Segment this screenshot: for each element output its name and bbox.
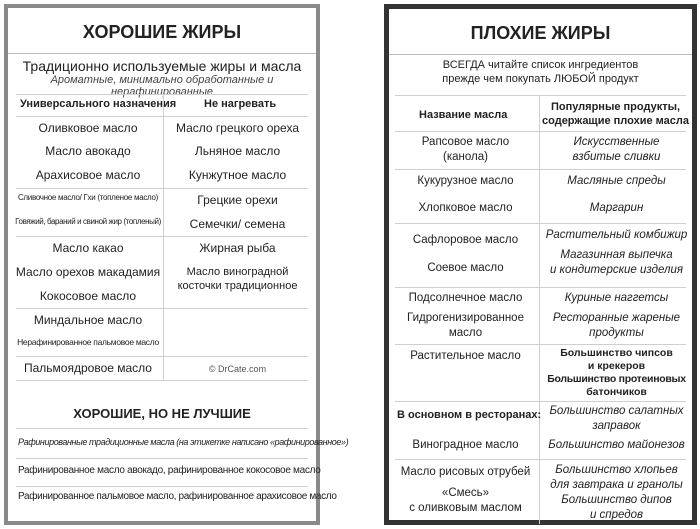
divider xyxy=(395,131,686,132)
good-col2-header: Не нагревать xyxy=(204,98,277,110)
divider xyxy=(16,428,308,429)
divider xyxy=(16,380,308,381)
bad-oil-item: Сафлоровое масло xyxy=(412,234,519,246)
ok-fats-title: ХОРОШИЕ, НО НЕ ЛУЧШИЕ xyxy=(73,406,251,421)
bad-product-item: Куриные наггетсы xyxy=(564,292,669,304)
restaurants-label: В основном в ресторанах: xyxy=(397,409,542,421)
divider xyxy=(16,458,308,459)
bad-product-item: Большинство салатных xyxy=(549,405,684,417)
good-oil-item: Масло какао xyxy=(52,241,124,255)
good-oil-item: Масло авокадо xyxy=(45,144,131,158)
divider xyxy=(16,308,308,309)
bad-note-1: ВСЕГДА читайте список ингредиентов xyxy=(442,59,639,71)
divider xyxy=(8,53,316,54)
bad-oil-item: «Смесь» xyxy=(441,487,490,499)
good-subtitle-2: Ароматные, минимально обработанные и нерафинированные xyxy=(50,74,274,98)
bad-product-item: Большинство майонезов xyxy=(548,439,685,451)
divider xyxy=(395,287,686,288)
divider xyxy=(395,344,686,345)
good-no-heat-item: Масло грецкого ореха xyxy=(175,121,300,135)
good-no-heat-item: Льняное масло xyxy=(194,144,281,158)
good-no-heat-item: Грецкие орехи xyxy=(197,193,278,207)
bad-oil-item: масло xyxy=(448,327,483,339)
good-oil-item: Оливковое масло xyxy=(38,121,138,135)
bad-product-item: Большинство дипов xyxy=(561,494,672,506)
bad-product-item: взбитые сливки xyxy=(572,151,661,163)
bad-product-item: продукты xyxy=(589,327,644,339)
divider xyxy=(389,54,692,55)
good-oil-item: Масло орехов макадамия xyxy=(15,265,161,279)
bad-col1-header: Название масла xyxy=(419,109,508,121)
good-no-heat-item: косточки традиционное xyxy=(177,280,298,292)
divider xyxy=(395,459,686,460)
good-title: ХОРОШИЕ ЖИРЫ xyxy=(82,22,242,42)
bad-product-item: батончиков xyxy=(586,386,647,398)
ok-fats-item: Рафинированные традиционные масла (на этикетке написано «рафинированное») xyxy=(18,437,349,447)
divider xyxy=(16,94,308,95)
divider xyxy=(395,169,686,170)
bad-col2-header: Популярные продукты, xyxy=(550,101,681,113)
bad-oil-item: Рапсовое масло xyxy=(421,136,510,148)
bad-oil-item: с оливковым маслом xyxy=(409,502,522,514)
bad-note-2: прежде чем покупать ЛЮБОЙ продукт xyxy=(442,73,639,85)
good-no-heat-item: Кунжутное масло xyxy=(188,168,287,182)
bad-col2-header: содержащие плохие масла xyxy=(542,115,689,127)
bad-product-item: Маргарин xyxy=(589,202,644,214)
good-oil-item: Арахисовое масло xyxy=(35,168,141,182)
bad-oil-item: Растительное масло xyxy=(410,350,521,362)
bad-oil-item: Хлопковое масло xyxy=(418,202,513,214)
divider xyxy=(16,486,308,487)
bad-product-item: и спредов xyxy=(589,509,644,521)
bad-product-item: и кондитерские изделия xyxy=(549,264,684,276)
good-no-heat-item: Масло виноградной xyxy=(186,266,289,278)
bad-product-item: Большинство хлопьев xyxy=(555,464,678,476)
good-oil-item: Сливочное масло/ Гхи (топленое масло) xyxy=(17,193,159,202)
column-divider xyxy=(163,94,164,380)
bad-product-item: Искусственные xyxy=(573,136,660,148)
bad-product-item: Масляные спреды xyxy=(567,175,666,187)
bad-title: ПЛОХИЕ ЖИРЫ xyxy=(470,23,611,43)
good-no-heat-item: Семечки/ семена xyxy=(189,217,286,231)
bad-fats-panel xyxy=(384,4,697,525)
good-oil-item: Миндальное масло xyxy=(33,313,143,327)
bad-oil-item: Гидрогенизированное xyxy=(407,312,524,324)
bad-product-item: Ресторанные жареные xyxy=(552,312,681,324)
good-no-heat-item: Жирная рыба xyxy=(199,241,276,255)
good-oil-item: Пальмоядровое масло xyxy=(24,361,152,375)
good-col1-header: Универсального назначения xyxy=(20,98,177,110)
bad-product-item: Большинство протеиновых xyxy=(547,373,686,385)
good-fats-panel xyxy=(4,4,349,525)
bad-oil-item: (канола) xyxy=(443,151,488,163)
bad-product-item: Большинство чипсов xyxy=(560,347,673,359)
divider xyxy=(395,401,686,402)
divider xyxy=(395,223,686,224)
bad-product-item: заправок xyxy=(592,420,641,432)
divider xyxy=(16,188,308,189)
bad-oil-item: Кукурузное масло xyxy=(417,175,514,187)
bad-product-item: Магазинная выпечка xyxy=(560,249,673,261)
bad-product-item: и крекеров xyxy=(587,360,646,372)
ok-fats-item: Рафинированное масло авокадо, рафинированное кокосовое масло xyxy=(18,465,321,476)
credit: © DrCate.com xyxy=(208,364,267,374)
bad-product-item: для завтрака и гранолы xyxy=(550,479,683,491)
divider xyxy=(16,356,308,357)
divider xyxy=(16,236,308,237)
good-oil-item: Говяжий, бараний и свиной жир (топленый) xyxy=(15,217,161,226)
good-subtitle: Традиционно используемые жиры и масла xyxy=(22,58,302,74)
divider xyxy=(395,95,686,96)
divider xyxy=(16,116,308,117)
bad-oil-item: Виноградное масло xyxy=(412,439,519,451)
good-oil-item: Нерафинированное пальмовое масло xyxy=(17,337,159,347)
bad-oil-item: Соевое масло xyxy=(427,262,504,274)
bad-oil-item: Подсолнечное масло xyxy=(408,292,523,304)
ok-fats-item: Рафинированное пальмовое масло, рафинированное арахисовое масло xyxy=(18,491,337,502)
bad-product-item: Растительный комбижир xyxy=(545,229,688,241)
good-oil-item: Кокосовое масло xyxy=(39,289,137,303)
bad-oil-item: Масло рисовых отрубей xyxy=(400,466,531,478)
